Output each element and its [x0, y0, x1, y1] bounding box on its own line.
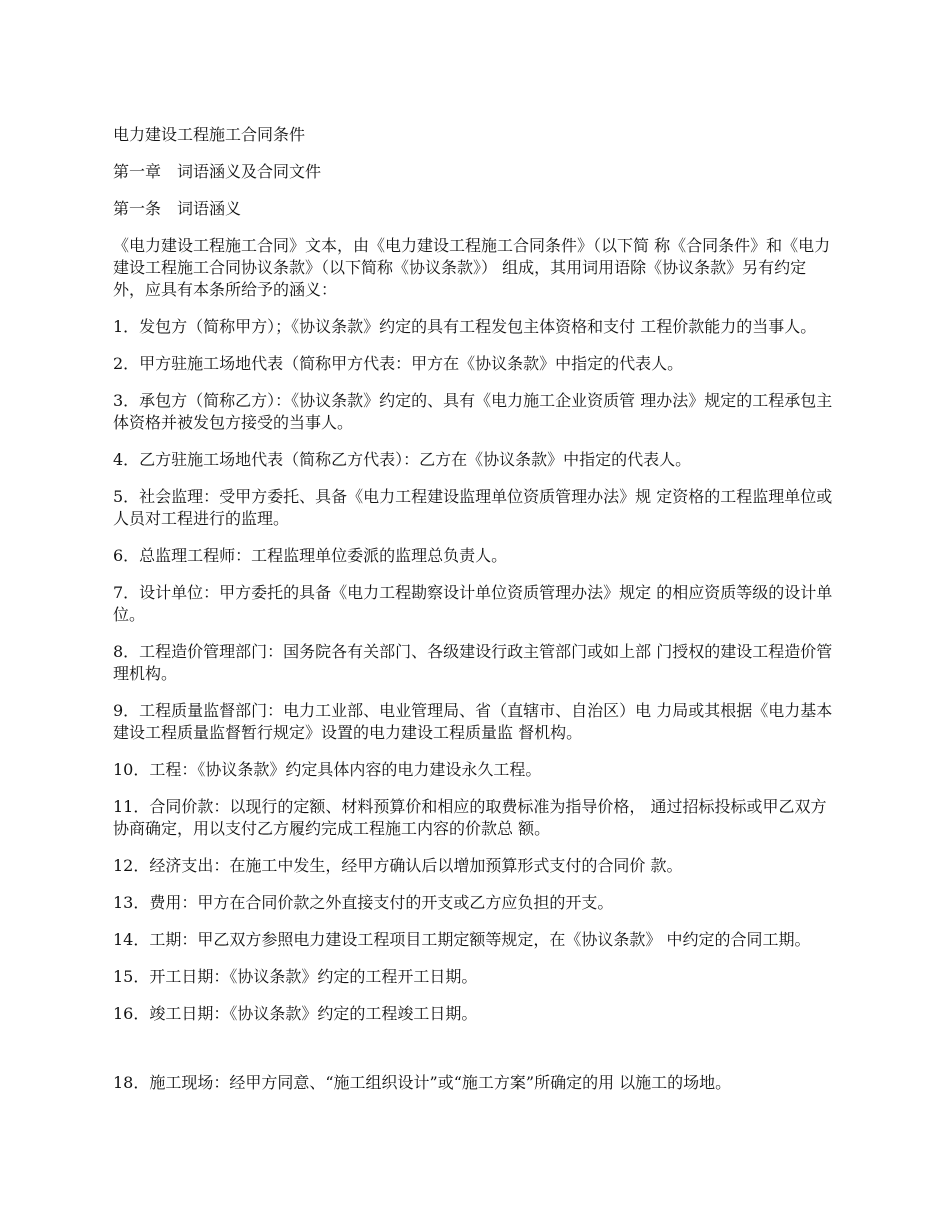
definition-item: 14．工期：甲乙双方参照电力建设工程项目工期定额等规定，在《协议条款》 中约定的合同工期。 [113, 930, 811, 949]
document-title: 电力建设工程施工合同条件 [113, 125, 306, 144]
chapter-heading: 第一章 词语涵义及合同文件 [113, 162, 322, 181]
article-heading: 第一条 词语涵义 [113, 199, 242, 218]
definition-item: 5．社会监理：受甲方委托、具备《电力工程建设监理单位资质管理办法》规 定资格的工程监理单位或人员对工程进行的监理。 [113, 487, 833, 528]
definition-item: 1．发包方（简称甲方）；《协议条款》约定的具有工程发包主体资格和支付 工程价款能力的当事人。 [113, 317, 817, 336]
definition-item: 18．施工现场：经甲方同意、“施工组织设计”或“施工方案”所确定的用 以施工的场地。 [113, 1073, 732, 1092]
definition-item: 6．总监理工程师：工程监理单位委派的监理总负责人。 [113, 546, 508, 565]
definition-item: 16．竣工日期：《协议条款》约定的工程竣工日期。 [113, 1004, 478, 1023]
definition-item: 15．开工日期：《协议条款》约定的工程开工日期。 [113, 967, 478, 986]
definition-item: 12．经济支出：在施工中发生，经甲方确认后以增加预算形式支付的合同价 款。 [113, 856, 683, 875]
definition-item: 10．工程：《协议条款》约定具体内容的电力建设永久工程。 [113, 760, 542, 779]
intro-paragraph: 《电力建设工程施工合同》文本，由《电力建设工程施工合同条件》（以下简 称《合同条件》和《电力建设工程施工合同协议条款》（以下简称《协议条款》） 组成，其用词用语除《协议条款》另有约定外，应具有本条所给予的涵义： [113, 236, 831, 299]
definition-item: 4．乙方驻施工场地代表（简称乙方代表）：乙方在《协议条款》中指定的代表人。 [113, 450, 692, 469]
definition-item: 8．工程造价管理部门：国务院各有关部门、各级建设行政主管部门或如上部 门授权的建设工程造价管理机构。 [113, 642, 833, 683]
definition-item: 7．设计单位：甲方委托的具备《电力工程勘察设计单位资质管理办法》规定 的相应资质等级的设计单位。 [113, 583, 833, 624]
definition-item: 9．工程质量监督部门：电力工业部、电业管理局、省（直辖市、自治区）电 力局或其根据《电力基本建设工程质量监督暂行规定》设置的电力建设工程质量监 督机构。 [113, 701, 833, 742]
definition-item: 13．费用：甲方在合同价款之外直接支付的开支或乙方应负担的开支。 [113, 893, 614, 912]
definition-item: 3．承包方（简称乙方）：《协议条款》约定的、具有《电力施工企业资质管 理办法》规定的工程承包主体资格并被发包方接受的当事人。 [113, 391, 833, 432]
document-page [113, 124, 838, 1109]
definition-item: 2．甲方驻施工场地代表（简称甲方代表：甲方在《协议条款》中指定的代表人。 [113, 354, 684, 373]
definition-item: 11．合同价款：以现行的定额、材料预算价和相应的取费标准为指导价格， 通过招标投标或甲乙双方协商确定，用以支付乙方履约完成工程施工内容的价款总 额。 [113, 797, 827, 838]
